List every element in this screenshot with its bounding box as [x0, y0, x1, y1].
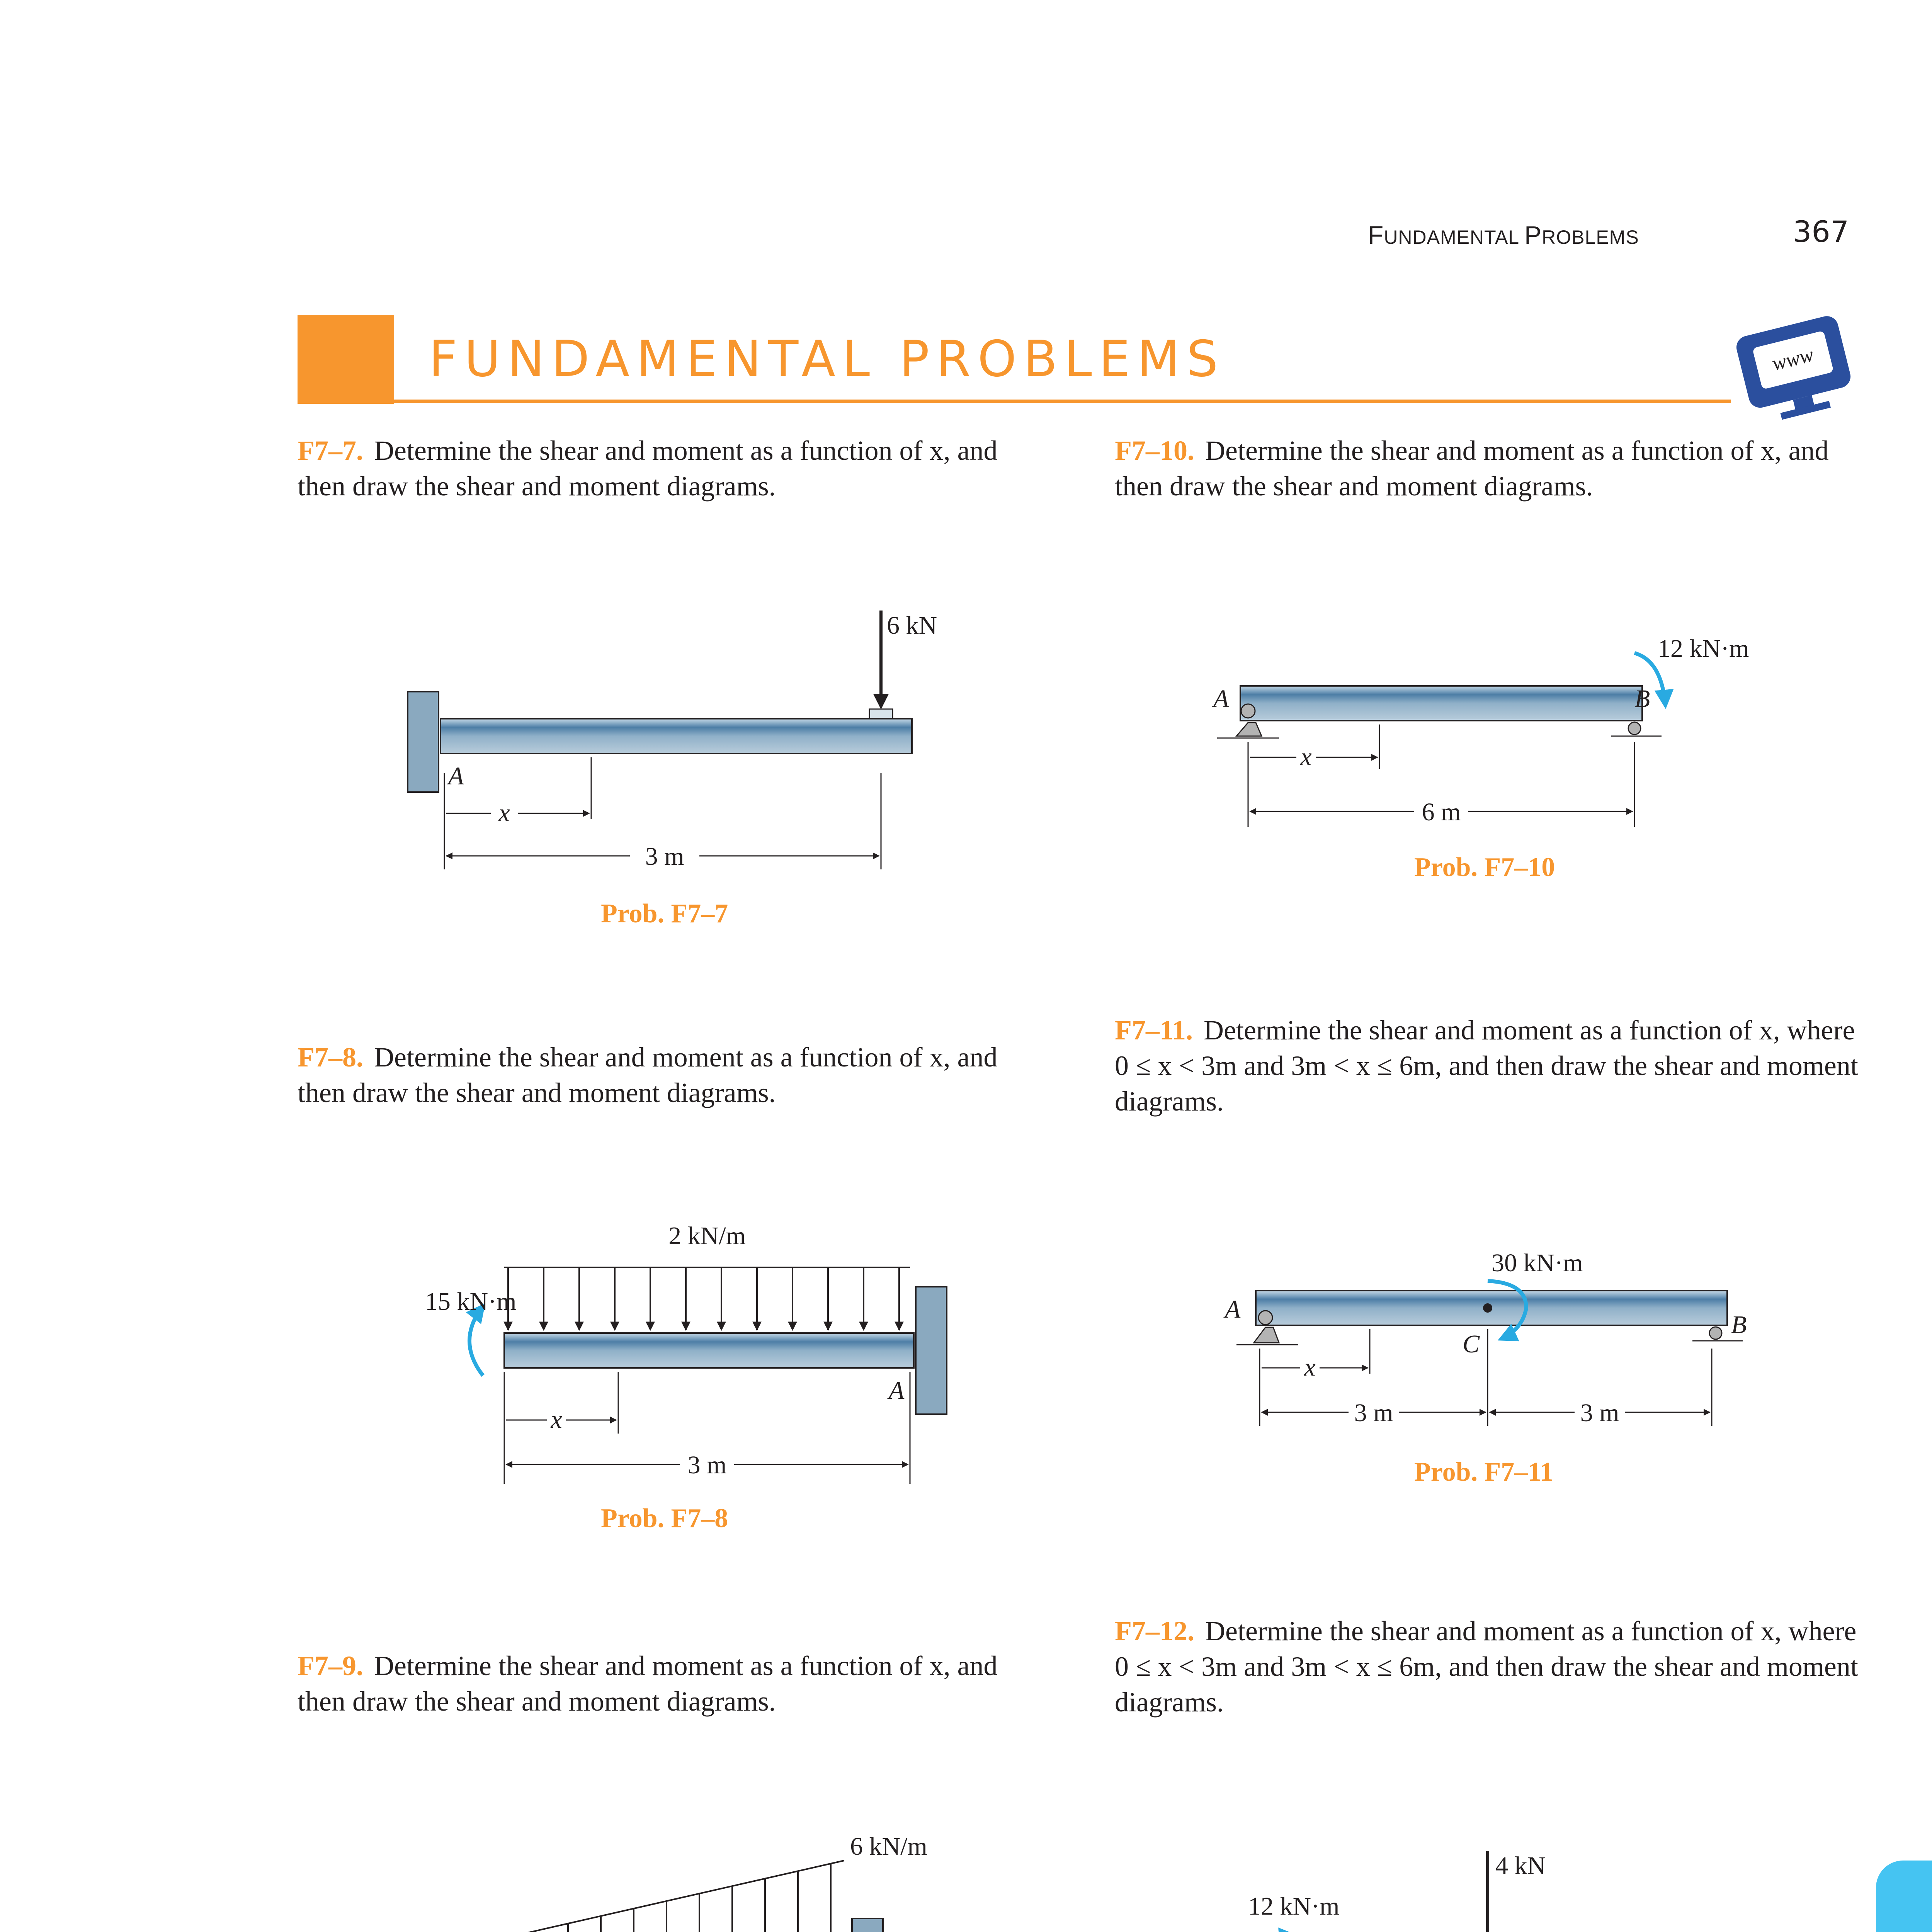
figure-f7-11 — [1217, 1236, 1816, 1449]
couple-moment-arrow — [469, 1306, 483, 1376]
figure-f7-8 — [371, 1217, 974, 1488]
problem-number: F7–8. — [298, 1042, 363, 1073]
beam — [440, 719, 912, 753]
problem-f7-8 — [298, 1039, 1043, 1111]
banner-rule — [394, 400, 1731, 403]
problem-number: F7–9. — [298, 1650, 363, 1681]
pin-support-a — [1254, 1327, 1279, 1343]
caption-f7-10: Prob. F7–10 — [1414, 852, 1555, 882]
moment-label: 12 kN·m — [1658, 634, 1749, 663]
length-label: 6 m — [1422, 798, 1461, 826]
web-icon[interactable] — [1727, 309, 1866, 425]
problem-f7-12 — [1115, 1613, 1861, 1720]
load-label: 6 kN — [887, 611, 937, 639]
x-label: x — [1304, 1353, 1316, 1381]
problem-f7-7 — [298, 433, 1043, 504]
chapter-tab[interactable] — [1876, 1861, 1932, 1932]
triangular-load-arrows — [437, 1864, 831, 1932]
figure-f7-12 — [1217, 1843, 1816, 1932]
roller-b — [1709, 1327, 1722, 1339]
pin-a — [1259, 1311, 1272, 1325]
problem-text: Determine the shear and moment as a function of x, where 0 ≤ x < 3m and 3m < x ≤ 6m, and then draw the shear and moment diagrams. — [1115, 1616, 1858, 1718]
support-label: A — [889, 1376, 905, 1405]
length-label: 3 m — [687, 1451, 727, 1479]
problem-f7-11 — [1115, 1012, 1861, 1119]
load-label: 4 kN — [1495, 1852, 1546, 1880]
load-envelope — [404, 1861, 844, 1932]
problem-number: F7–11. — [1115, 1015, 1193, 1046]
load-label: 6 kN/m — [850, 1832, 927, 1861]
distributed-load-arrows — [508, 1267, 899, 1330]
x-label: x — [1300, 743, 1312, 771]
pin-support-a — [1236, 723, 1262, 736]
point-c-label: C — [1463, 1330, 1480, 1358]
fixed-wall — [852, 1918, 883, 1932]
problem-number: F7–12. — [1115, 1616, 1194, 1646]
support-label: A — [448, 762, 464, 790]
problem-number: F7–10. — [1115, 435, 1194, 466]
support-b-label: B — [1731, 1311, 1747, 1339]
caption-f7-7: Prob. F7–7 — [601, 899, 728, 929]
support-a-label: A — [1225, 1295, 1241, 1323]
moment-label: 15 kN·m — [425, 1287, 517, 1316]
moment-label: 12 kN·m — [1248, 1892, 1340, 1920]
support-a-label: A — [1213, 685, 1229, 713]
x-label: x — [551, 1405, 562, 1434]
span2-label: 3 m — [1580, 1399, 1619, 1427]
web-icon-text: www — [1769, 342, 1816, 376]
support-b-label: B — [1634, 685, 1650, 713]
page-number: 367 — [1793, 214, 1849, 249]
problem-number: F7–7. — [298, 435, 363, 466]
problem-f7-9 — [298, 1648, 1043, 1719]
caption-f7-8: Prob. F7–8 — [601, 1503, 728, 1533]
figure-f7-9 — [386, 1824, 966, 1932]
problem-text: Determine the shear and moment as a function of x, and then draw the shear and moment diagrams. — [298, 1042, 998, 1108]
problem-text: Determine the shear and moment as a function of x, and then draw the shear and moment diagrams. — [298, 1650, 998, 1717]
banner-block — [298, 315, 394, 404]
figure-f7-7 — [402, 603, 943, 881]
running-head: FUNDAMENTAL PROBLEMS — [1368, 221, 1639, 249]
beam — [504, 1333, 914, 1368]
roller-b — [1628, 722, 1641, 735]
fixed-wall — [916, 1287, 947, 1414]
load-plate — [869, 709, 893, 719]
beam — [1240, 686, 1642, 721]
load-label: 2 kN/m — [668, 1222, 746, 1250]
length-label: 3 m — [645, 842, 684, 871]
span1-label: 3 m — [1354, 1399, 1393, 1427]
x-label: x — [498, 799, 510, 827]
fixed-wall — [408, 692, 439, 792]
problem-text: Determine the shear and moment as a function of x, where 0 ≤ x < 3m and 3m < x ≤ 6m, and then draw the shear and moment diagrams. — [1115, 1015, 1858, 1117]
banner-title: FUNDAMENTAL PROBLEMS — [429, 330, 1225, 388]
point-c-dot — [1483, 1303, 1492, 1313]
problem-text: Determine the shear and moment as a function of x, and then draw the shear and moment diagrams. — [1115, 435, 1829, 502]
moment-label: 30 kN·m — [1492, 1249, 1583, 1277]
figure-f7-10 — [1198, 618, 1816, 835]
pin-a — [1241, 704, 1255, 718]
problem-text: Determine the shear and moment as a function of x, and then draw the shear and moment diagrams. — [298, 435, 998, 502]
problem-f7-10 — [1115, 433, 1861, 504]
caption-f7-11: Prob. F7–11 — [1414, 1457, 1554, 1487]
